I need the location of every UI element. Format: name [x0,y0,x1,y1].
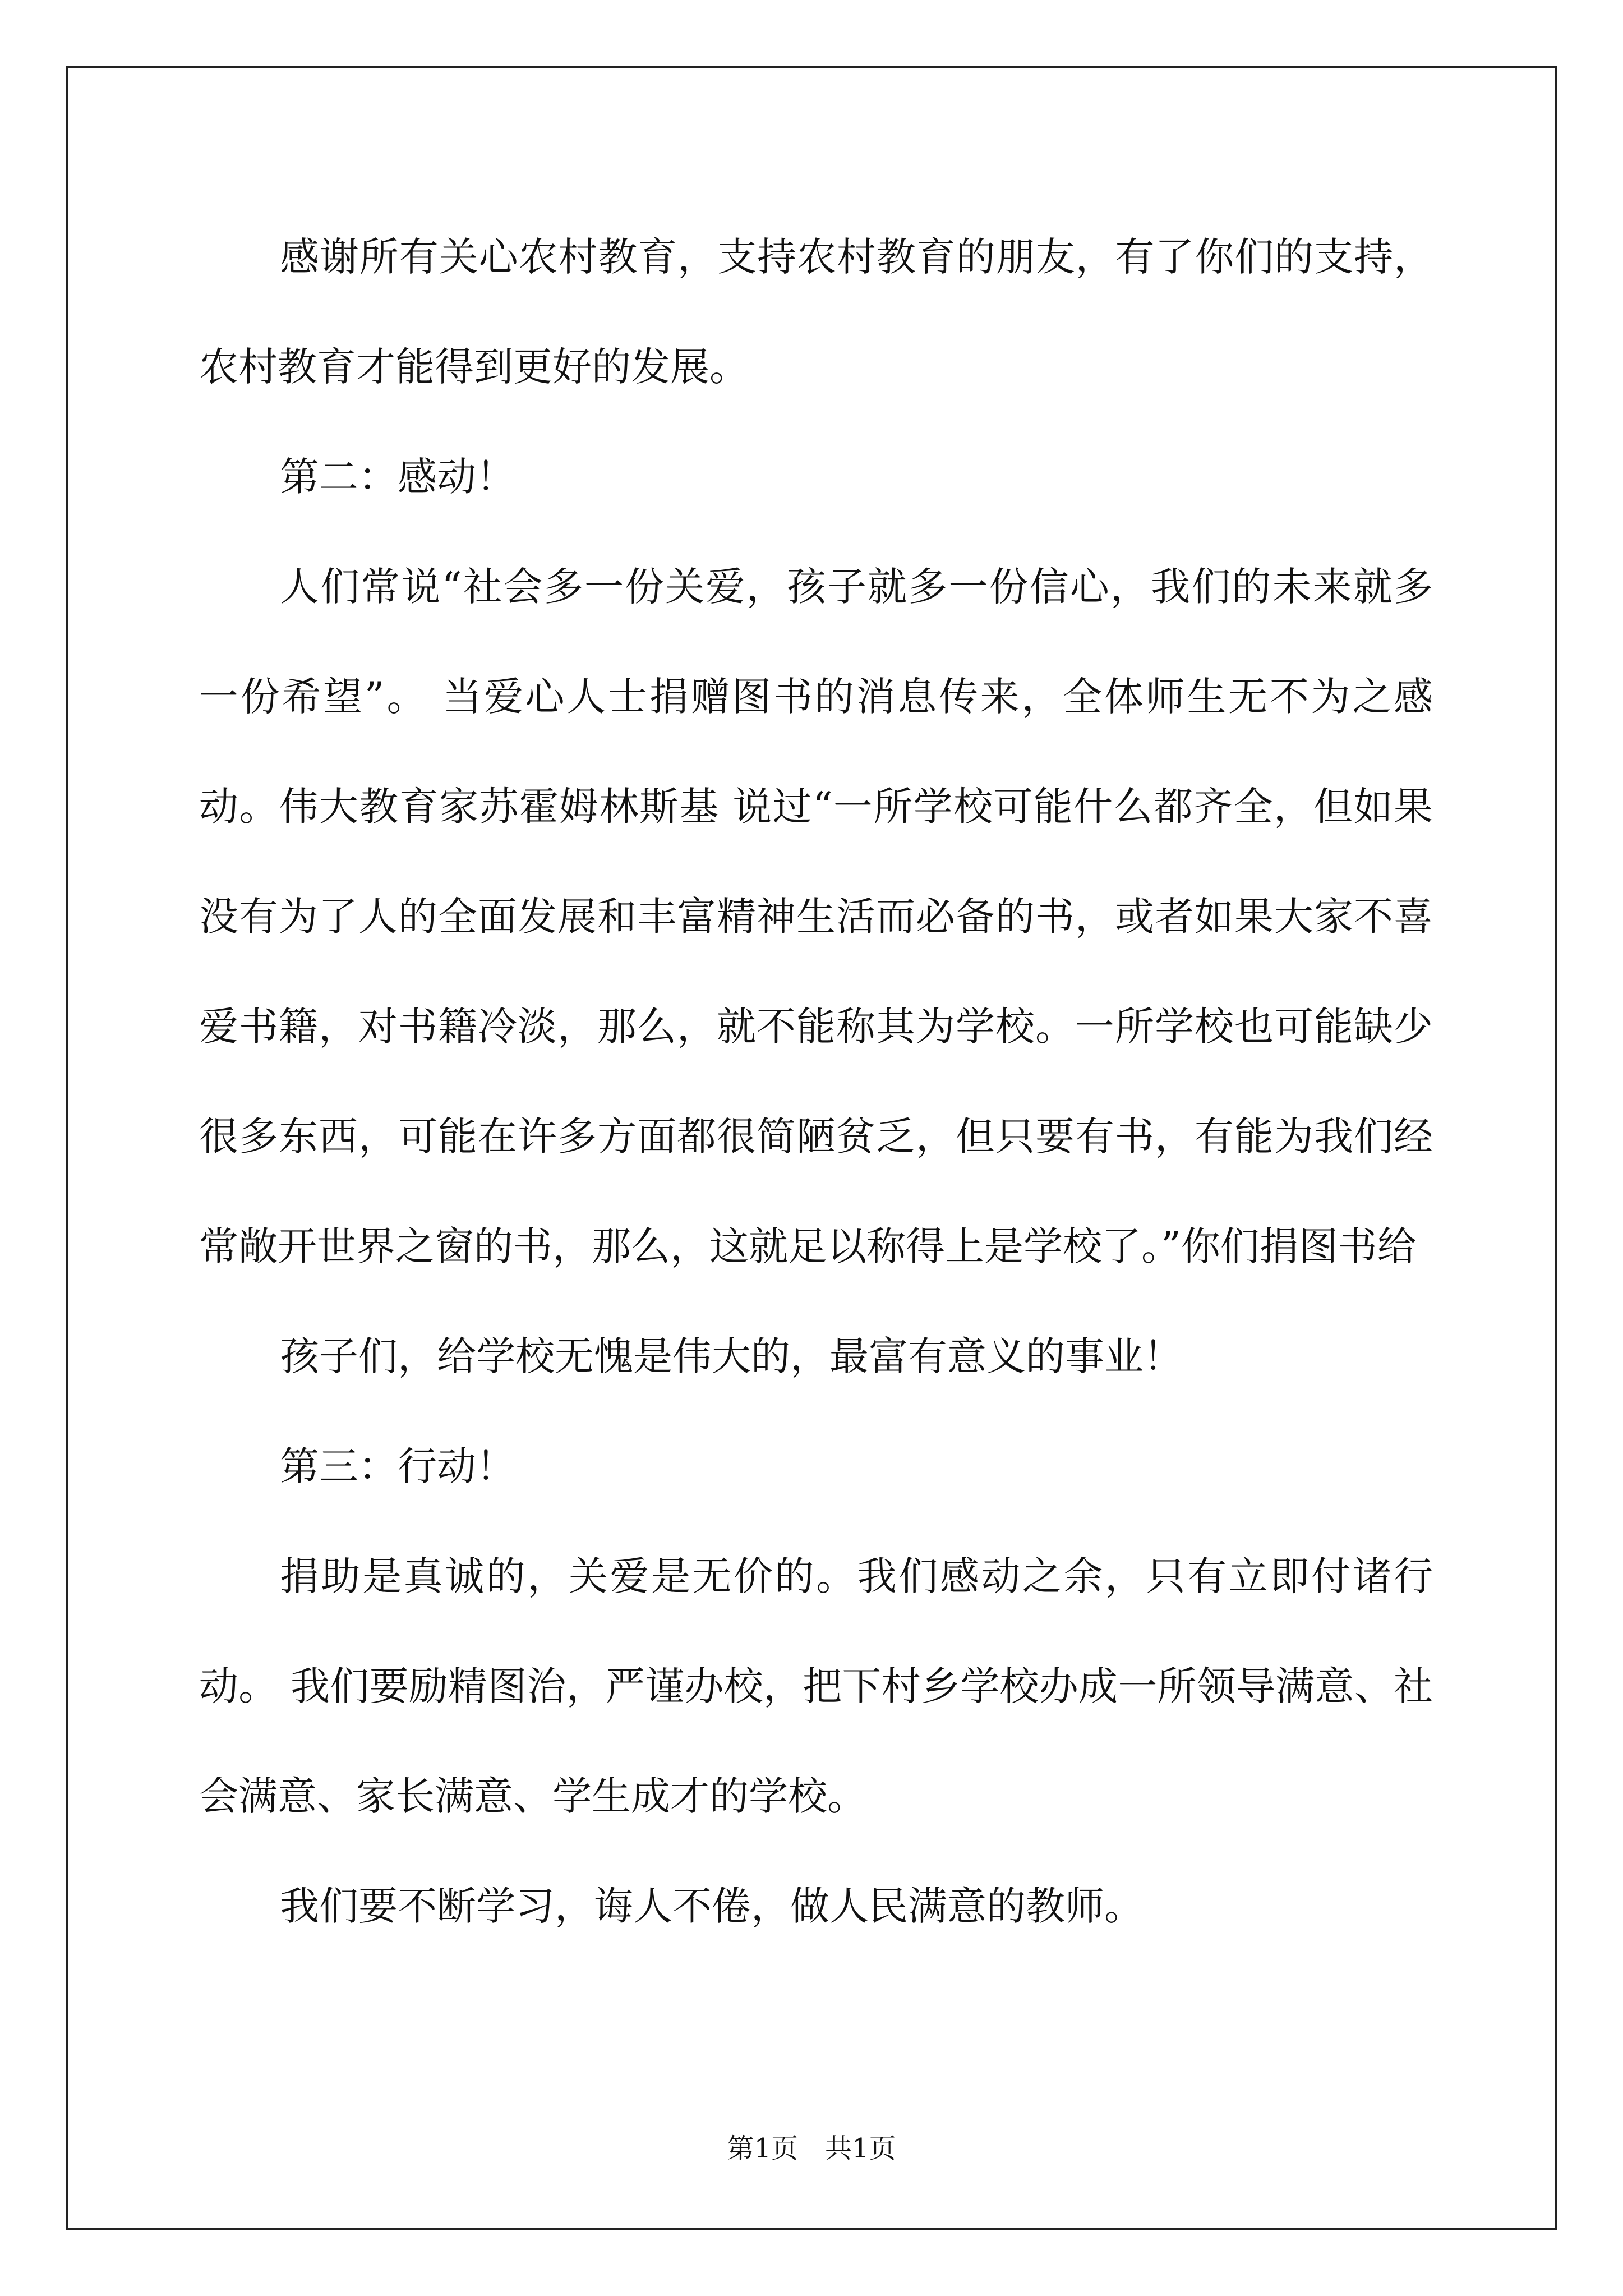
paragraph-thanks: 感谢所有关心农村教育，支持农村教育的朋友，有了你们的支持，农村教育才能得到更好的发展。 [199,234,1433,390]
heading-second-moved: 第二：感动！ [280,454,515,500]
paragraph-quote: 人们常说“社会多一份关爱，孩子就多一份信心，我们的未来就多一份希望”。 当爱心人士捐赠图书的消息传来，全体师生无不为之感动。伟大教育家苏霍姆林斯基 说过“一所学校可能什么都齐全，但如果没有为了人的全面发展和丰富精神生活而必备的书，或者如果大家不喜爱书籍，对书籍冷淡，那么，就不能称其为学校。一所学校也可能缺少很多东西，可能在许多方面都很简陋贫乏，但只要有书，有能为我们经常敞开世界之窗的书，那么，这就足以称得上是学校了。”你们捐图书给 [199,564,1433,1269]
page-number-footer: 第1页 共1页 [727,2133,896,2164]
heading-third-action: 第三：行动！ [280,1443,515,1489]
paragraph-learning: 我们要不断学习，诲人不倦，做人民满意的教师。 [280,1883,1144,1929]
paragraph-children: 孩子们，给学校无愧是伟大的，最富有意义的事业！ [280,1333,1183,1379]
paragraph-action: 捐助是真诚的，关爱是无价的。我们感动之余，只有立即付诸行动。 我们要励精图治，严谨办校，把下村乡学校办成一所领导满意、社会满意、家长满意、学生成才的学校。 [199,1553,1433,1819]
document-body [199,202,1433,1961]
